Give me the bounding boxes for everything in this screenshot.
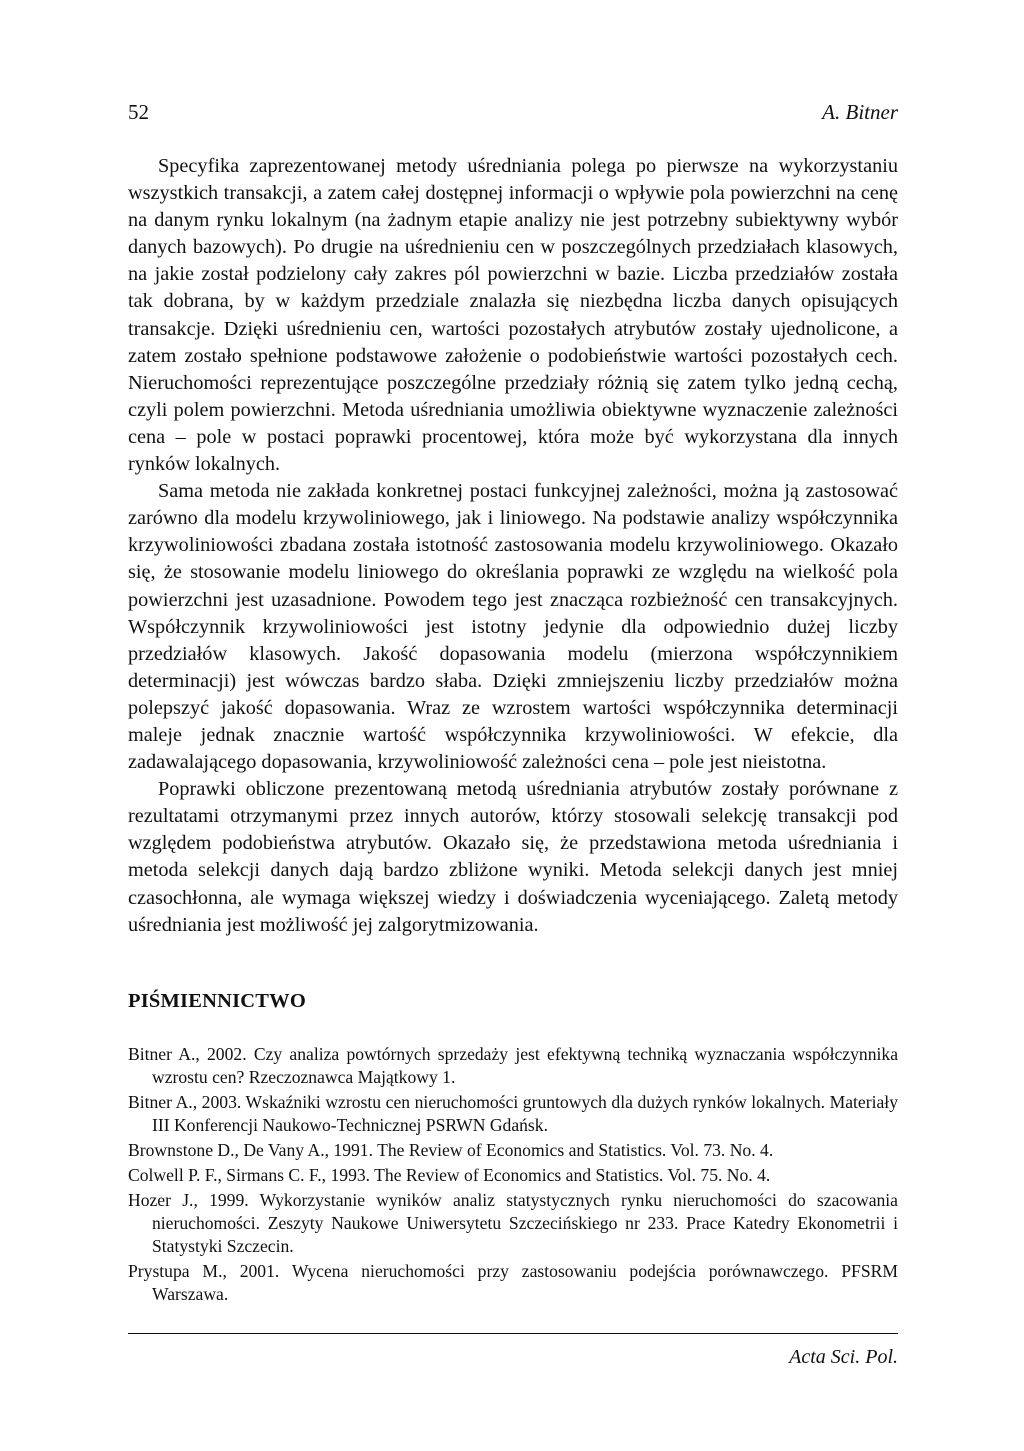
reference-item: Brownstone D., De Vany A., 1991. The Review of Economics and Statistics. Vol. 73. No. 4. <box>128 1140 774 1160</box>
reference-item: Hozer J., 1999. Wykorzystanie wyników analiz statystycznych rynku nieruchomości do szacowania nieruchomości. Zeszyty Naukowe Uniwersytetu Szczecińskiego nr 233. Prace Katedry Ekonometrii i Statystyki Szczecin. <box>128 1190 898 1256</box>
reference-item: Bitner A., 2003. Wskaźniki wzrostu cen nieruchomości gruntowych dla dużych rynków lokalnych. Materiały III Konferencji Naukowo-Technicznej PSRWN Gdańsk. <box>128 1092 898 1135</box>
page-header <box>128 100 898 132</box>
paragraph: Poprawki obliczone prezentowaną metodą uśredniania atrybutów zostały porównane z rezultatami otrzymanymi przez innych autorów, którzy stosowali selekcję transakcji pod względem podobieństwa atrybutów. Okazało się, że przedstawiona metoda uśredniania i metoda selekcji danych dają bardzo zbliżone wyniki. Metoda selekcji danych jest mniej czasochłonna, ale wymaga większej wiedzy i doświadczenia wyceniającego. Zaletą metody uśredniania jest możliwość jej zalgorytmizowania. <box>128 778 898 936</box>
reference-item: Prystupa M., 2001. Wycena nieruchomości przy zastosowaniu podejścia porównawczego. PFSRM Warszawa. <box>128 1261 898 1304</box>
reference-item: Bitner A., 2002. Czy analiza powtórnych sprzedaży jest efektywną techniką wyznaczania współczynnika wzrostu cen? Rzeczoznawca Majątkowy 1. <box>128 1044 898 1087</box>
page-number: 52 <box>128 100 149 124</box>
paragraph: Specyfika zaprezentowanej metody uśredniania polega po pierwsze na wykorzystaniu wszystkich transakcji, a zatem całej dostępnej informacji o wpływie pola powierzchni na cenę na danym rynku lokalnym (na żadnym etapie analizy nie jest potrzebny subiektywny wybór danych bazowych). Po drugie na uśrednieniu cen w poszczególnych przedziałach klasowych, na jakie został podzielony cały zakres pól powierzchni w bazie. Liczba przedziałów została tak dobrana, by w każdym przedziale znalazła się niezbędna liczba danych opisujących transakcje. Dzięki uśrednieniu cen, wartości pozostałych atrybutów zostały ujednolicone, a zatem zostało spełnione podstawowe założenie o podobieństwie wartości pozostałych cech. Nieruchomości reprezentujące poszczególne przedziały różnią się zatem tylko jedną cechą, czyli polem powierzchni. Metoda uśredniania umożliwia obiektywne wyznaczenie zależności cena – pole w postaci poprawki procentowej, która może być wykorzystana dla innych rynków lokalnych. <box>128 155 898 476</box>
references-list <box>128 1043 898 1308</box>
references-heading: PIŚMIENNICTWO <box>128 990 307 1012</box>
paragraph: Sama metoda nie zakłada konkretnej postaci funkcyjnej zależności, można ją zastosować zarówno dla modelu krzywoliniowego, jak i liniowego. Na podstawie analizy współczynnika krzywoliniowości zbadana została istotność zastosowania modelu krzywoliniowego. Okazało się, że stosowanie modelu liniowego do określania poprawki ze względu na wielkość pola powierzchni jest uzasadnione. Powodem tego jest znacząca rozbieżność cen transakcyjnych. Współczynnik krzywoliniowości jest istotny jedynie dla odpowiednio dużej liczby przedziałów klasowych. Jakość dopasowania modelu (mierzona współczynnikiem determinacji) jest wówczas bardzo słaba. Dzięki zmniejszeniu liczby przedziałów można polepszyć jakość dopasowania. Wraz ze wzrostem wartości współczynnika determinacji maleje jednak znacznie wartość współczynnika krzywoliniowości. W efekcie, dla zadawalającego dopasowania, krzywoliniowość zależności cena – pole jest nieistotna. <box>128 480 898 774</box>
footer-journal-name: Acta Sci. Pol. <box>789 1346 898 1368</box>
body-text <box>128 153 898 939</box>
footer-divider <box>128 1333 898 1334</box>
running-head-author: A. Bitner <box>822 100 898 124</box>
reference-item: Colwell P. F., Sirmans C. F., 1993. The Review of Economics and Statistics. Vol. 75. No. 4. <box>128 1165 771 1185</box>
